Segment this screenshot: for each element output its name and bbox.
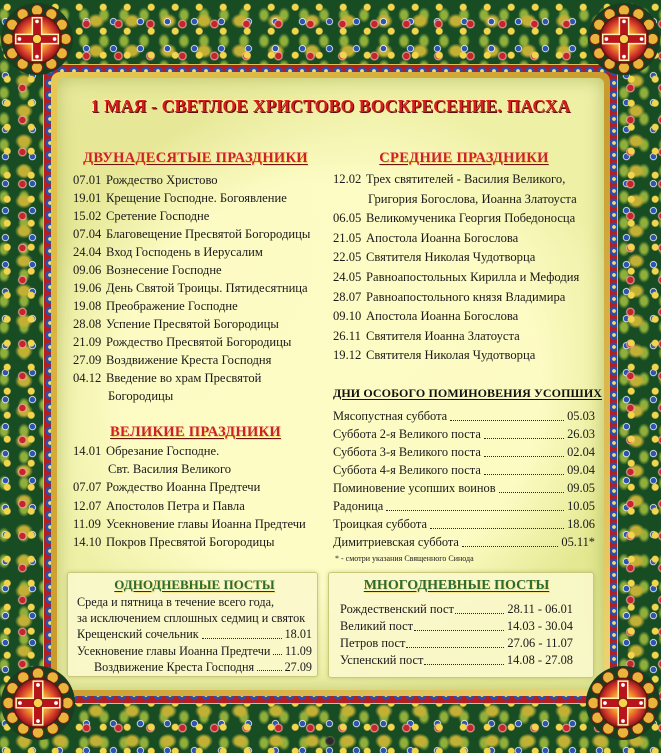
commemoration-row <box>333 497 595 515</box>
feast-row <box>73 189 318 207</box>
fast-row <box>77 659 312 675</box>
commemoration-row <box>333 407 595 425</box>
section-heading: СРЕДНИЕ ПРАЗДНИКИ <box>379 150 549 166</box>
feast-row <box>333 346 595 366</box>
fasts-intro-line: Среда и пятница в течение всего года, <box>77 595 275 609</box>
feast-name: Святителя Николая Чудотворца <box>366 250 536 265</box>
commemoration-row-label: Суббота 4-я Великого поста <box>333 463 481 477</box>
feast-row <box>73 279 318 297</box>
feast-date: 06.05 <box>333 211 362 226</box>
cross-medallion-icon <box>587 2 661 76</box>
feast-date: 09.06 <box>73 263 102 277</box>
multi-day-fast-row-label: Петров пост <box>340 636 406 650</box>
great-feasts-section <box>73 422 318 551</box>
feast-name: Покров Пресвятой Богородицы <box>106 535 275 550</box>
multi-day-fast-row <box>340 635 573 652</box>
feast-date: 07.01 <box>73 173 102 187</box>
multi-day-fast-row <box>340 618 573 635</box>
feast-date: 12.07 <box>73 498 102 513</box>
feast-row <box>333 288 595 308</box>
feast-date: 14.10 <box>73 535 102 550</box>
multi-day-fast-row-label: Великий пост <box>340 619 414 633</box>
fast-row <box>77 626 312 642</box>
feast-name: Святителя Николая Чудотворца <box>366 348 536 363</box>
feast-date: 09.10 <box>333 309 362 324</box>
dotted-leader <box>273 654 282 655</box>
dotted-leader <box>202 638 282 639</box>
feast-name-continuation: Богородицы <box>108 389 174 403</box>
feast-name: Вход Господень в Иерусалим <box>106 245 263 259</box>
content-panel <box>57 78 604 690</box>
feast-date: 19.01 <box>73 191 102 205</box>
fast-row-label: Воздвижение Креста Господня <box>94 659 255 674</box>
dotted-leader <box>406 647 504 648</box>
feast-date: 21.05 <box>333 230 362 245</box>
feast-name: Рождество Христово <box>106 173 218 187</box>
feast-row <box>73 533 318 551</box>
page-title: 1 МАЯ - СВЕТЛОЕ ХРИСТОВО ВОСКРЕСЕНИЕ. ПАСХА <box>90 96 571 116</box>
feast-date: 12.02 <box>333 172 362 186</box>
multi-day-fast-row-value: 28.11 - 06.01 <box>507 602 573 616</box>
commemoration-row-label: Радоница <box>333 499 384 513</box>
feast-row <box>333 307 595 327</box>
feast-name-continuation: Григория Богослова, Иоанна Златоуста <box>368 191 577 206</box>
feast-row <box>73 243 318 261</box>
commemoration-row-label: Суббота 3-я Великого поста <box>333 445 481 459</box>
feast-name: Сретение Господне <box>106 209 210 223</box>
feast-row <box>73 333 318 351</box>
footnote: * - смотри указания Священного Синода <box>335 554 474 563</box>
dotted-leader <box>450 420 564 421</box>
fasts-intro-line: за исключением сплошных седмиц и святок <box>77 611 306 626</box>
fast-row-value: 27.09 <box>284 659 312 674</box>
commemoration-row-value: 02.04 <box>567 445 595 459</box>
feast-date: 07.07 <box>73 480 102 495</box>
section-heading: ДНИ ОСОБОГО ПОМИНОВЕНИЯ УСОПШИХ <box>333 386 603 400</box>
feast-row <box>73 442 318 460</box>
feast-date: 21.09 <box>73 335 102 349</box>
feast-name: Вознесение Господне <box>106 263 222 277</box>
fast-row-label: Усекновение главы Иоанна Предтечи <box>77 643 271 658</box>
feast-date: 22.05 <box>333 250 362 265</box>
feast-name: День Святой Троицы. Пятидесятница <box>106 281 308 295</box>
commemoration-row <box>333 515 595 533</box>
multi-day-fast-row <box>340 601 573 618</box>
feast-name: Трех святителей - Василия Великого, <box>366 172 566 186</box>
feast-date: 27.09 <box>73 353 102 367</box>
feast-date: 19.08 <box>73 299 102 313</box>
commemoration-row-value: 05.03 <box>567 409 595 423</box>
multi-day-fast-row-value: 27.06 - 11.07 <box>507 636 573 650</box>
multi-day-fasts-box <box>328 572 594 678</box>
commemoration-row-label: Димитриевская суббота <box>333 535 459 549</box>
section-heading: ВЕЛИКИЕ ПРАЗДНИКИ <box>110 424 281 440</box>
feast-date: 19.12 <box>333 348 362 363</box>
multi-day-fast-row-value: 14.03 - 30.04 <box>506 619 573 633</box>
section-heading: ДВУНАДЕСЯТЫЕ ПРАЗДНИКИ <box>83 150 308 166</box>
feast-row <box>73 478 318 496</box>
feast-name: Великомученика Георгия Победоносца <box>366 211 576 226</box>
multi-day-fast-row-label: Успенский пост <box>340 653 424 667</box>
feast-name: Апостола Иоанна Богослова <box>366 309 519 324</box>
fast-row <box>77 643 312 659</box>
feast-list <box>73 171 318 405</box>
feast-name: Рождество Иоанна Предтечи <box>106 480 261 495</box>
feast-date: 11.09 <box>73 516 101 531</box>
feast-date: 15.02 <box>73 209 102 223</box>
dotted-leader <box>484 474 564 475</box>
commemoration-row-label: Троицкая суббота <box>333 517 427 531</box>
feast-row <box>73 225 318 243</box>
feast-name: Преображение Господне <box>106 299 238 313</box>
feast-row <box>73 207 318 225</box>
feast-name: Апостола Иоанна Богослова <box>366 230 519 245</box>
feast-name: Равноапостольного князя Владимира <box>366 289 566 304</box>
commemoration-row-value: 09.04 <box>567 463 595 477</box>
feast-name: Усекновение главы Иоанна Предтечи <box>106 516 306 531</box>
feast-row <box>73 369 318 387</box>
commemoration-row-label: Поминовение усопших воинов <box>333 481 496 495</box>
feast-date: 04.12 <box>73 371 102 385</box>
fast-list <box>340 601 573 669</box>
cross-medallion-icon <box>585 665 661 741</box>
fast-row-label: Крещенский сочельник <box>77 627 199 642</box>
feast-row <box>73 351 318 369</box>
feast-name: Святителя Иоанна Златоуста <box>366 328 520 343</box>
dotted-leader <box>430 528 564 529</box>
feast-name: Успение Пресвятой Богородицы <box>106 317 279 331</box>
feast-row <box>333 209 595 229</box>
section-heading: ОДНОДНЕВНЫЕ ПОСТЫ <box>114 577 275 592</box>
feast-row <box>73 261 318 279</box>
feast-row <box>333 268 595 288</box>
multi-day-fast-row-value: 14.08 - 27.08 <box>506 653 573 667</box>
commemoration-row <box>333 461 595 479</box>
feast-name: Рождество Пресвятой Богородицы <box>106 335 292 349</box>
commemoration-row-value: 10.05 <box>567 499 595 513</box>
feast-name: Воздвижение Креста Господня <box>106 353 272 367</box>
dotted-leader <box>455 613 504 614</box>
feast-row <box>73 171 318 189</box>
commemoration-row-value: 18.06 <box>567 517 595 531</box>
dotted-leader <box>462 546 558 547</box>
feast-name: Равноапостольных Кирилла и Мефодия <box>366 269 580 284</box>
feast-row <box>73 297 318 315</box>
fast-row-value: 11.09 <box>285 643 312 658</box>
feast-date: 07.04 <box>73 227 102 241</box>
hanging-hole <box>325 736 335 746</box>
feast-name: Введение во храм Пресвятой <box>106 371 262 385</box>
fast-list <box>77 626 312 675</box>
dotted-leader <box>424 664 503 665</box>
feast-row <box>333 229 595 249</box>
feast-name-continuation: Свт. Василия Великого <box>108 462 232 477</box>
dotted-leader <box>484 438 564 439</box>
feast-row <box>73 497 318 515</box>
feast-row <box>333 170 595 190</box>
feast-date: 24.04 <box>73 245 102 259</box>
cross-medallion-icon <box>0 2 74 76</box>
dotted-leader <box>414 630 504 631</box>
middle-feasts-section <box>333 148 595 366</box>
dotted-leader <box>386 510 564 511</box>
feast-row-continuation <box>73 387 318 405</box>
commemoration-row-label: Мясопустная суббота <box>333 409 448 423</box>
feast-date: 14.01 <box>73 444 102 458</box>
feast-date: 28.07 <box>333 289 362 304</box>
commemoration-row-value: 09.05 <box>567 481 595 495</box>
feast-row <box>73 515 318 533</box>
feast-row-continuation <box>73 460 318 478</box>
cross-medallion-icon <box>0 665 76 741</box>
feast-name: Благовещение Пресвятой Богородицы <box>106 227 311 241</box>
fast-row-value: 18.01 <box>284 627 312 642</box>
commemoration-row-value: 26.03 <box>567 427 595 441</box>
feast-name: Обрезание Господне. <box>106 444 220 458</box>
feast-list <box>333 170 595 366</box>
dotted-leader <box>484 456 564 457</box>
commemoration-list <box>333 407 595 551</box>
multi-day-fast-row-label: Рождественский пост <box>340 602 454 616</box>
feast-row <box>333 327 595 347</box>
multi-day-fast-row <box>340 652 573 669</box>
commemoration-row-value: 05.11* <box>561 535 595 549</box>
feast-row-continuation <box>333 190 595 210</box>
section-heading: МНОГОДНЕВНЫЕ ПОСТЫ <box>363 578 550 593</box>
feast-list <box>73 442 318 551</box>
one-day-fasts-box <box>67 572 318 677</box>
commemoration-row-label: Суббота 2-я Великого поста <box>333 427 481 441</box>
feast-name: Апостолов Петра и Павла <box>106 498 245 513</box>
feast-date: 19.06 <box>73 281 102 295</box>
feast-row <box>73 315 318 333</box>
feast-row <box>333 248 595 268</box>
commemoration-row <box>333 425 595 443</box>
commemoration-row <box>333 479 595 497</box>
commemoration-row <box>333 443 595 461</box>
twelve-feasts-section <box>73 148 318 405</box>
feast-date: 28.08 <box>73 317 102 331</box>
commemoration-section <box>333 383 603 565</box>
dotted-leader <box>257 670 281 671</box>
commemoration-row <box>333 533 595 551</box>
feast-name: Крещение Господне. Богоявление <box>106 191 287 205</box>
feast-date: 26.11 <box>333 328 361 343</box>
dotted-leader <box>499 492 565 493</box>
feast-date: 24.05 <box>333 269 362 284</box>
